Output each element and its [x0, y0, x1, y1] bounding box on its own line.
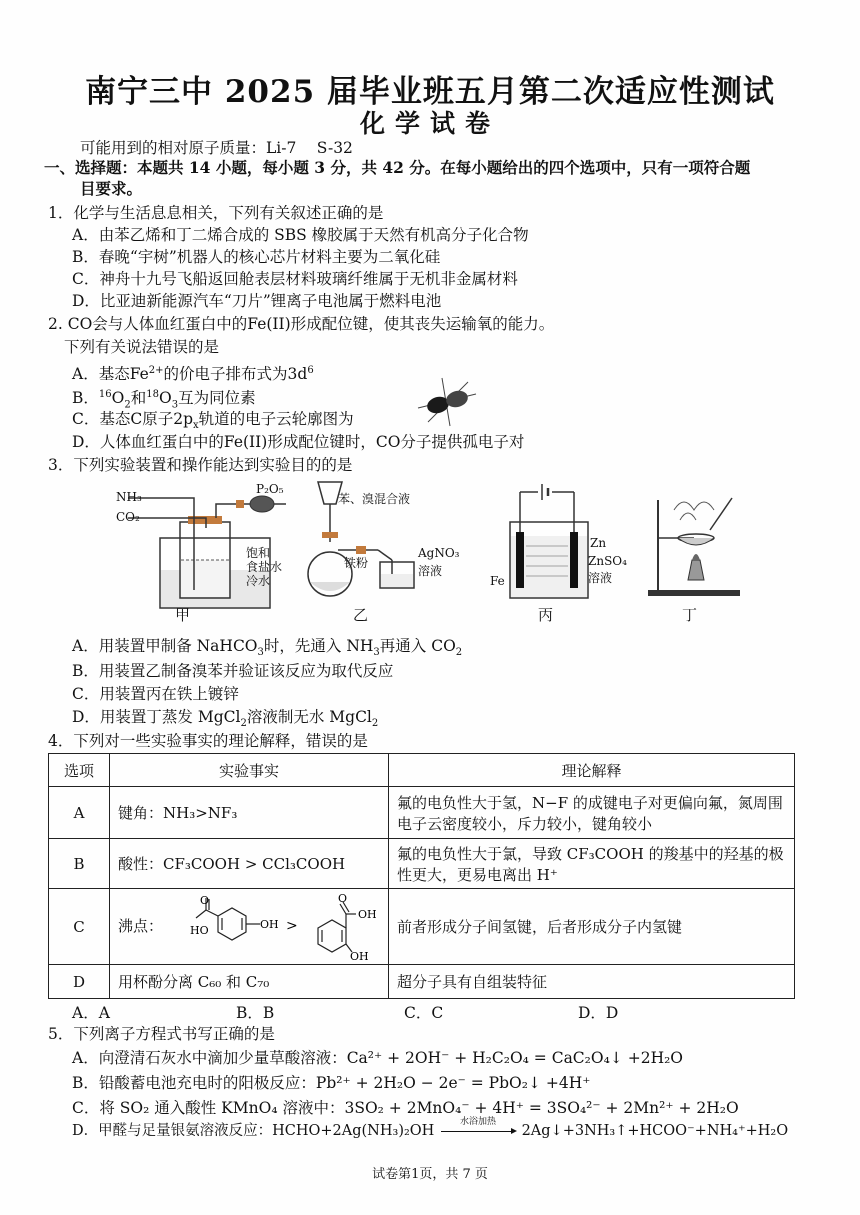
label-benzene: 苯、溴混合液: [338, 492, 411, 506]
row-fact: 用杯酚分离 C₆₀ 和 C₇₀: [110, 965, 389, 999]
table-row: [49, 839, 795, 889]
q1-option-d: D．比亚迪新能源汽车“刀片”锂离子电池属于燃料电池: [72, 292, 442, 310]
boiling-point-structures: [168, 894, 378, 960]
row-explanation: 超分子具有自组装特征: [389, 965, 795, 999]
label-oh2: OH: [357, 907, 377, 921]
q3-option-d: D．用装置丁蒸发 MgCl$_2$溶液制无水 MgCl$_2$: [72, 708, 379, 730]
table-row: [49, 787, 795, 839]
apparatus-jia-diagram: [120, 478, 300, 618]
label-agno3-1: AgNO₃: [418, 546, 460, 560]
row-option: B: [49, 839, 110, 889]
q1-option-c: C．神舟十九号飞船返回舱表层材料玻璃纤维属于无机非金属材料: [72, 270, 518, 288]
q5-option-c: C．将 SO₂ 通入酸性 KMnO₄ 溶液中：3SO₂ + 2MnO₄⁻ + 4H⁺ = 3SO₄²⁻ + 2Mn²⁺ + 2H₂O: [72, 1099, 739, 1117]
q3-option-b: B．用装置乙制备溴苯并验证该反应为取代反应: [72, 662, 394, 680]
q1-option-a: A．由苯乙烯和丁二烯合成的 SBS 橡胶属于天然有机高分子化合物: [72, 226, 529, 244]
table-row: [49, 889, 795, 965]
q2-option-c: C．基态C原子$2p_x$轨道的电子云轮廓图为: [72, 410, 354, 432]
q4-option-d: D．D: [578, 1004, 619, 1022]
label-znso4-2: 溶液: [588, 571, 613, 585]
row-explanation: 氟的电负性大于氢，N−F 的成键电子对更偏向氟，氮周围电子云密度较小，斥力较小，键角较小: [389, 787, 795, 839]
label-iron-powder: 铁粉: [344, 556, 369, 570]
label-oh1: OH: [259, 917, 279, 931]
q3-option-c: C．用装置丙在铁上镀锌: [72, 685, 239, 703]
q1-option-b: B．春晚“宇树”机器人的核心芯片材料主要为二氧化硅: [72, 248, 441, 266]
row-option: A: [49, 787, 110, 839]
label-brine-3: 冷水: [246, 574, 271, 588]
q4-option-b: B．B: [236, 1004, 275, 1022]
label-brine-1: 饱和: [246, 546, 271, 560]
label-ho: HO: [189, 923, 209, 937]
q5-option-d: D．甲醛与足量银氨溶液反应：HCHO+2Ag(NH₃)₂OH 水浴加热 2Ag↓+3NH₃↑+HCOO⁻+NH₄⁺+H₂O: [72, 1117, 789, 1139]
label-p2o5: P₂O₅: [256, 482, 284, 496]
label-jia: 甲: [175, 606, 191, 624]
label-o1: O: [199, 893, 209, 907]
q2-stem-1: 2. CO会与人体血红蛋白中的Fe(II)形成配位键，使其丧失运输氧的能力。: [48, 315, 555, 333]
table-row: [49, 965, 795, 999]
label-yi: 乙: [353, 606, 369, 624]
label-oh3: OH: [349, 949, 369, 960]
row-option: D: [49, 965, 110, 999]
p-orbital-icon: [412, 372, 480, 430]
table-header-row: [49, 754, 795, 787]
header-fact: 实验事实: [110, 754, 389, 787]
q2-option-b: B．$^{16}O_2$和$^{18}O_3$互为同位素: [72, 389, 256, 411]
label-nh3: NH₃: [116, 490, 142, 504]
label-brine-2: 食盐水: [246, 560, 283, 574]
exam-title: 南宁三中 2025 届毕业班五月第二次适应性测试: [85, 74, 775, 110]
label-znso4-1: ZnSO₄: [588, 554, 627, 568]
exam-subtitle: 化学试卷: [359, 109, 500, 138]
header-option: 选项: [49, 754, 110, 787]
q3-option-a: A．用装置甲制备 NaHCO$_3$时，先通入 $NH_3$再通入 $CO_2$: [72, 637, 463, 659]
row-option: C: [49, 889, 110, 965]
q2-option-a: A．基态$Fe^{2+}$的价电子排布式为$3d^6$: [72, 365, 314, 384]
row-fact: 键角：NH₃>NF₃: [110, 787, 389, 839]
page-footer: 试卷第1页，共 7 页: [372, 1167, 488, 1182]
q5-option-b: B．铅酸蓄电池充电时的阳极反应：Pb²⁺ + 2H₂O − 2e⁻ = PbO₂↓ +4H⁺: [72, 1074, 591, 1092]
section-heading-1: 一、选择题：本题共 14 小题，每小题 3 分，共 42 分。在每小题给出的四个选项中，只有一项符合题: [44, 158, 751, 177]
q2-option-d: D．人体血红蛋白中的Fe(II)形成配位键时，CO分子提供孤电子对: [72, 433, 525, 451]
label-gt: >: [285, 917, 298, 934]
q5-option-a: A．向澄清石灰水中滴加少量草酸溶液：Ca²⁺ + 2OH⁻ + H₂C₂O₄ = CaC₂O₄↓ +2H₂O: [72, 1049, 684, 1067]
apparatus-bing-diagram: [506, 474, 596, 604]
apparatus-ding-diagram: [644, 480, 744, 600]
row-explanation: 前者形成分子间氢键，后者形成分子内氢键: [389, 889, 795, 965]
row-fact: [110, 889, 389, 965]
row-fact: 酸性：CF₃COOH > CCl₃COOH: [110, 839, 389, 889]
boiling-label: 沸点：: [118, 916, 164, 935]
q4-stem: 4．下列对一些实验事实的理论解释，错误的是: [48, 732, 368, 750]
header-explanation: 理论解释: [389, 754, 795, 787]
reaction-arrow: 水浴加热: [439, 1121, 517, 1141]
label-ding: 丁: [682, 606, 698, 624]
q1-stem: 1．化学与生活息息相关，下列有关叙述正确的是: [48, 204, 384, 222]
section-heading-2: 目要求。: [80, 179, 143, 198]
row-explanation: 氟的电负性大于氯，导致 CF₃COOH 的羧基中的羟基的极性更大，更易电离出 H⁺: [389, 839, 795, 889]
q2-stem-2: 下列有关说法错误的是: [64, 338, 220, 356]
q5-stem: 5．下列离子方程式书写正确的是: [48, 1025, 275, 1043]
q4-option-a: A．A: [72, 1004, 110, 1022]
q3-stem: 3．下列实验装置和操作能达到实验目的的是: [48, 456, 353, 474]
q4-table: [48, 753, 795, 999]
label-co2: CO₂: [116, 510, 140, 524]
q4-option-c: C．C: [404, 1004, 444, 1022]
label-fe: Fe: [490, 574, 505, 588]
label-agno3-2: 溶液: [418, 564, 443, 578]
label-zn: Zn: [590, 536, 607, 550]
atomic-masses: 可能用到的相对原子质量：Li-7 S-32: [80, 139, 353, 157]
label-o2: O: [337, 893, 347, 905]
label-bing: 丙: [538, 606, 554, 624]
